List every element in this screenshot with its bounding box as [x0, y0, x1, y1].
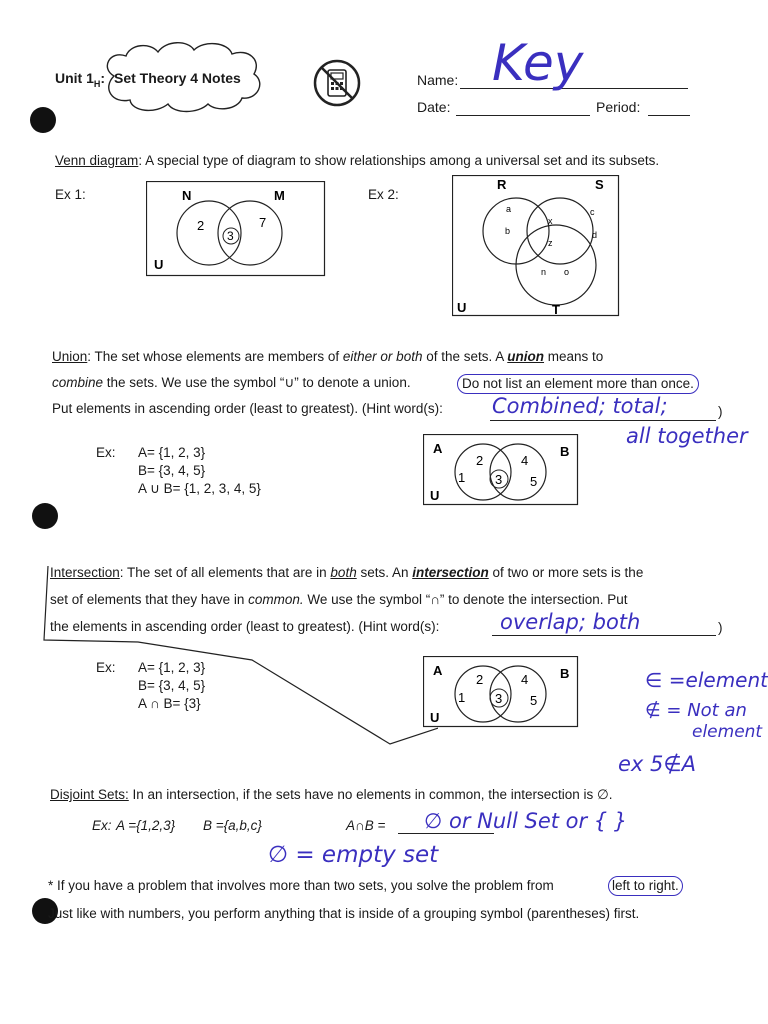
- disjoint-ex-intersection: A∩B =: [346, 818, 386, 833]
- union-value: 2: [476, 453, 484, 468]
- union-universe-label: U: [430, 488, 440, 503]
- union-line-2: combine the sets. We use the symbol “∪” to denote a union.: [52, 375, 411, 390]
- union-value: 4: [521, 453, 529, 468]
- intersection-bracket-line: [38, 560, 438, 755]
- ex1-set-n-label: N: [182, 188, 192, 203]
- disjoint-answer-line: [398, 833, 494, 834]
- date-line: [456, 115, 590, 116]
- ex2-element: d: [592, 230, 598, 240]
- ex2-element: o: [564, 267, 570, 277]
- venn-ex1-label: Ex 1:: [55, 187, 86, 202]
- ex1-value-only-m: 7: [259, 215, 267, 230]
- disjoint-ex-set-b: B ={a,b,c}: [203, 818, 262, 833]
- union-venn-diagram: [423, 434, 579, 506]
- note-element-symbol: ∈ =element: [645, 668, 768, 692]
- ex2-element: z: [548, 238, 553, 248]
- ex2-element: c: [590, 207, 595, 217]
- intersection-value: 2: [476, 672, 484, 687]
- ex1-value-only-n: 2: [197, 218, 205, 233]
- intersection-ex-label: Ex:: [96, 660, 116, 675]
- intersection-value: 5: [530, 693, 538, 708]
- union-set-b-label: B: [560, 444, 570, 459]
- ex1-value-both: 3: [227, 229, 234, 243]
- intersection-hint-line: [492, 635, 716, 636]
- disjoint-handwritten-answer: ∅ or Null Set or { }: [424, 809, 628, 833]
- union-line-1: Union: The set whose elements are members of either or both of the sets. A union means to: [52, 349, 604, 364]
- page-title: Set Theory 4 Notes: [114, 70, 241, 86]
- intersection-line-1: Intersection: The set of all elements that are in both sets. An intersection of two or more sets is the: [50, 565, 644, 580]
- union-close-paren: ): [718, 404, 723, 419]
- intersection-value: 3: [495, 691, 503, 706]
- date-label: Date:: [417, 99, 451, 115]
- ex2-circle-r: [483, 198, 549, 264]
- intersection-ex-set-b: B= {3, 4, 5}: [138, 678, 206, 693]
- intersection-line-3: the elements in ascending order (least to greatest). (Hint word(s):: [50, 619, 440, 634]
- disjoint-empty-set-note: ∅ = empty set: [268, 842, 439, 868]
- intersection-set-a-label: A: [433, 663, 443, 678]
- intersection-line-2: set of elements that they have in common. We use the symbol “∩” to denote the intersection. Put: [50, 592, 628, 607]
- intersection-ex-set-a: A= {1, 2, 3}: [138, 660, 206, 675]
- punch-hole-middle: [32, 503, 58, 529]
- union-ex-set-a: A= {1, 2, 3}: [138, 445, 206, 460]
- ex2-element: x: [548, 216, 553, 226]
- ex2-set-t-label: T: [552, 302, 560, 317]
- union-ex-set-b: B= {3, 4, 5}: [138, 463, 206, 478]
- intersection-hint-handwritten: overlap; both: [500, 610, 641, 634]
- ex2-set-r-label: R: [497, 177, 507, 192]
- footnote-line-1: * If you have a problem that involves more than two sets, you solve the problem from: [48, 878, 554, 893]
- ex2-set-s-label: S: [595, 177, 604, 192]
- union-value: 3: [495, 472, 503, 487]
- ex1-universe-label: U: [154, 257, 164, 272]
- punch-hole-top: [30, 107, 56, 133]
- intersection-universe-label: U: [430, 710, 440, 725]
- union-value: 1: [458, 470, 466, 485]
- footnote-line-2: Just like with numbers, you perform anything that is inside of a grouping symbol (parentheses) first.: [48, 906, 640, 921]
- ex2-universe-box: [453, 176, 619, 316]
- union-hint-handwritten: Combined; total;: [492, 394, 668, 418]
- name-label: Name:: [417, 72, 459, 88]
- intersection-close-paren: ): [718, 620, 723, 635]
- union-ex-label: Ex:: [96, 445, 116, 460]
- venn-ex1-diagram: [146, 181, 326, 277]
- union-rule-circled: Do not list an element more than once.: [457, 374, 699, 394]
- ex2-universe-label: U: [457, 300, 467, 315]
- union-hint-line: [490, 420, 716, 421]
- unit-label: Unit $1_H$:: [55, 70, 106, 89]
- ex2-element: a: [506, 204, 512, 214]
- ex2-element: n: [541, 267, 547, 277]
- period-label: Period:: [596, 99, 641, 115]
- ex2-element: b: [505, 226, 511, 236]
- intersection-value: 1: [458, 690, 466, 705]
- disjoint-ex-label: Ex:: [92, 818, 112, 833]
- union-ex-result: A ∪ B= {1, 2, 3, 4, 5}: [138, 481, 261, 496]
- intersection-set-b-label: B: [560, 666, 570, 681]
- name-value: Key: [492, 34, 584, 92]
- venn-definition: Venn diagram: A special type of diagram to show relationships among a universal set and its subsets.: [55, 153, 660, 168]
- ex2-circle-t: [516, 225, 596, 305]
- intersection-ex-result: A ∩ B= {3}: [138, 696, 201, 711]
- note-example: ex 5∉A: [618, 752, 697, 776]
- venn-ex2-diagram: [452, 175, 620, 317]
- intersection-venn-diagram: [423, 656, 579, 728]
- disjoint-definition: Disjoint Sets: In an intersection, if the sets have no elements in common, the intersection is ∅.: [50, 787, 613, 802]
- note-not-element-symbol: ∉ = Not an: [645, 700, 747, 721]
- ex2-circle-s: [527, 198, 593, 264]
- note-not-element-word: element: [692, 722, 763, 742]
- venn-ex2-label: Ex 2:: [368, 187, 399, 202]
- union-set-a-label: A: [433, 441, 443, 456]
- disjoint-ex-set-a: A ={1,2,3}: [116, 818, 176, 833]
- ex1-set-m-label: M: [274, 188, 285, 203]
- union-hint-handwritten-2: all together: [626, 424, 748, 448]
- intersection-value: 4: [521, 672, 529, 687]
- footnote-circled-phrase: left to right.: [608, 876, 683, 896]
- union-line-3: Put elements in ascending order (least to greatest). (Hint word(s):: [52, 401, 443, 416]
- period-line: [648, 115, 690, 116]
- union-value: 5: [530, 474, 538, 489]
- no-calculator-icon: [312, 58, 362, 108]
